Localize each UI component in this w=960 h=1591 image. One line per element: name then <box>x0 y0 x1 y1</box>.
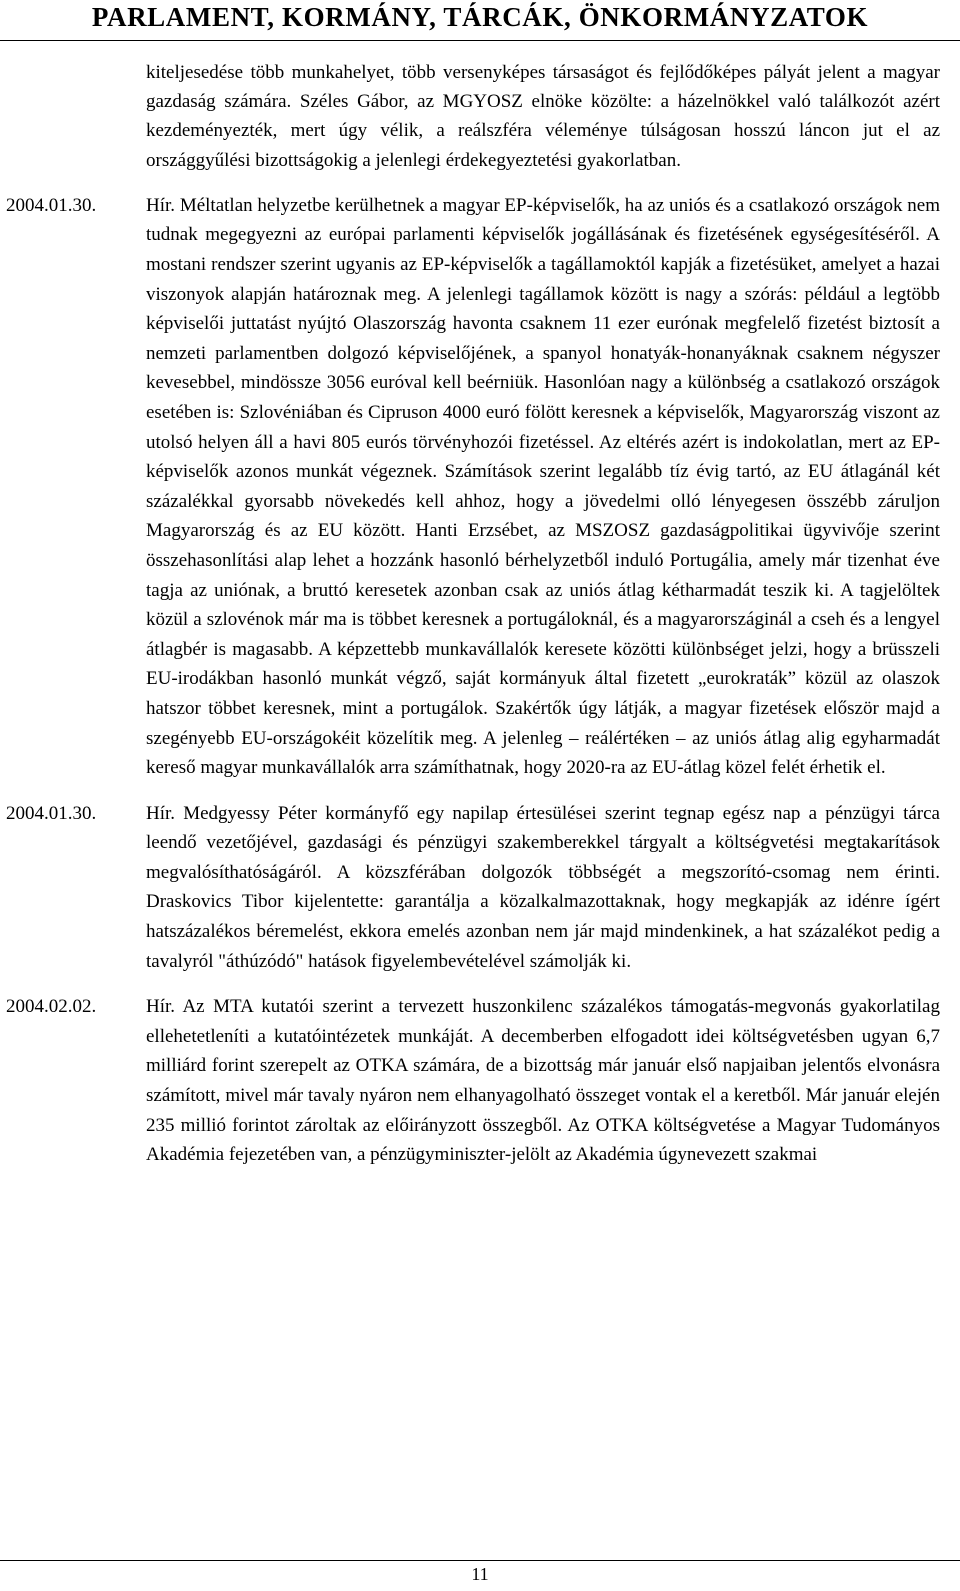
entry-date: 2004.02.02. <box>6 996 97 1018</box>
news-entry <box>0 992 960 1170</box>
page-header <box>0 0 960 42</box>
entry-date: 2004.01.30. <box>6 802 97 824</box>
header-title: PARLAMENT, KORMÁNY, TÁRCÁK, ÖNKORMÁNYZATOK <box>91 2 869 32</box>
document-body <box>0 58 960 1186</box>
entry-text: kiteljesedése több munkahelyet, több versenyképes társaságot és fejlődőképes pályát jelent a magyar gazdaság számára. Széles Gábor, az MGYOSZ elnöke közölte: a házelnökkel való találkozót azért kezdeményezték, mert úgy vélik, a reálszféra véleménye túlságosan hosszú láncon jut el az országgyűlési bizottságokig a jelenlegi érdekegyeztetési gyakorlatban. <box>146 62 940 171</box>
entry-date: 2004.01.30. <box>6 194 97 216</box>
news-entry <box>0 191 960 783</box>
header-rule <box>0 40 960 41</box>
entry-text: Hír. Az MTA kutatói szerint a tervezett huszonkilenc százalékos támogatás-megvonás gyakorlatilag ellehetetleníti a kutatóintézetek munkáját. A decemberben elfogadott idei költségvetésben ugyan 6,7 milliárd forint szerepelt az OTKA számára, de a bizottság már január első napjaiban jelentős elvonásra számított, mivel már tavaly nyáron nem elhanyagolható összeget vontak el a keretből. Már január elején 235 millió forintot zároltak az előirányzott összegből. Az OTKA költségvetése a Magyar Tudományos Akadémia fejezetében van, a pénzügyminiszter-jelölt az Akadémia úgynevezett szakmai <box>146 996 940 1166</box>
news-entry <box>0 58 960 175</box>
news-entry <box>0 799 960 977</box>
page-number: 11 <box>471 1564 489 1584</box>
entry-text: Hír. Méltatlan helyzetbe kerülhetnek a magyar EP-képviselők, ha az uniós és a csatlakozó országok nem tudnak megegyezni az európai parlamenti képviselők jogállásának és fizetésének egységesítéséről. A mostani rendszer szerint ugyanis az EP-képviselők a tagállamoktól kapják a fizetésüket, amelyet a hazai viszonyok alapján határoznak meg. A jelenlegi tagállamok között is nagy a szórás: például a legtöbb képviselői juttatást nyújtó Olaszország havonta csaknem 11 ezer eurónak megfelelő fizetést biztosít a nemzeti parlamentben dolgozó képviselőjének, a spanyol honatyák-honanyáknak csaknem négyszer kevesebbel, mindössze 3056 euróval kell beérniük. Hasonlóan nagy a különbség a csatlakozó országok esetében is: Szlovéniában és Cipruson 4000 euró fölött keresnek a képviselők, Magyarország viszont az utolsó helyen áll a havi 805 eurós törvényhozói fizetéssel. Az eltérés azért is indokolatlan, mert az EP-képviselők azonos munkát végeznek. Számítások szerint legalább tíz évig tartó, az EU átlagánál két százalékkal gyorsabb növekedés kell ahhoz, hogy a jövedelmi olló lényegesen összébb záruljon Magyarország és az EU között. Hanti Erzsébet, az MSZOSZ gazdaságpolitikai ügyvivője szerint összehasonlítási alap lehet a hozzánk hasonló bérhelyzetből induló Portugália, amely már tizenhat éve tagja az uniónak, a bruttó keresetek azonban csak az uniós átlag kétharmadát teszik ki. A tagjelöltek közül a szlovénok már ma is többet keresnek a portugáloknál, és a magyarországinál a cseh és a lengyel átlagbér is magasabb. A képzettebb munkavállalók keresete közötti különbséget jelzi, hogy a brüsszeli EU-irodákban hasonló munkát végző, saját kormányuk által fizetett „eurokraták” közül az olaszok hatszor többet keresnek, mint a portugálok. Szakértők úgy látják, a magyar fizetések először majd a szegényebb EU-országokéit közelítik meg. A jelenleg – reálértéken – az uniós átlag alig egyharmadát kereső magyar munkavállalók arra számíthatnak, hogy 2020-ra az EU-átlag közel felét érhetik el. <box>146 194 940 779</box>
footer-rule <box>0 1560 960 1561</box>
entry-text: Hír. Medgyessy Péter kormányfő egy napilap értesülései szerint tegnap egész nap a pénzügyi tárca leendő vezetőjével, gazdasági és pénzügyi szakemberekkel tárgyalt a költségvetési megtakarítások megvalósíthatóságáról. A közszférában dolgozók többségét a megszorító-csomag nem érinti. Draskovics Tibor kijelentette: garantálja a közalkalmazottaknak, hogy megkapják az idénre ígért hatszázalékos béremelést, ekkora emelés azonban nem jár majd mindenkinek, a hat százalékot pedig a tavalyról "áthúzódó" hatások figyelembevételével számolják ki. <box>146 802 940 972</box>
